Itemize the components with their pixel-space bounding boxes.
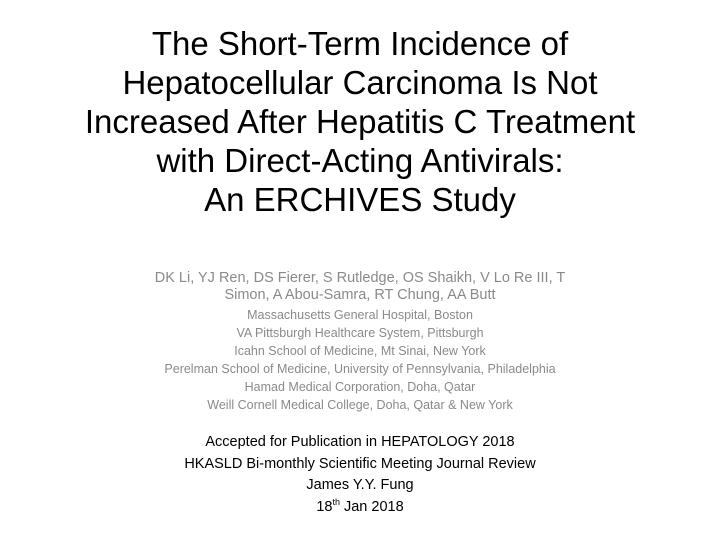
title-line: An ERCHIVES Study [204,181,516,218]
meeting-name: HKASLD Bi-monthly Scientific Meeting Journal Review [184,455,536,472]
author-block [60,270,660,414]
affiliation: Perelman School of Medicine, University of Pennsylvania, Philadelphia [164,362,556,376]
affiliation: Icahn School of Medicine, Mt Sinai, New York [234,344,486,358]
title-line: The Short-Term Incidence of [151,25,569,62]
author-names [60,270,660,304]
presentation-info [60,432,660,518]
affiliation: Hamad Medical Corporation, Doha, Qatar [244,380,476,394]
date-rest: Jan 2018 [339,498,404,515]
affiliation: VA Pittsburgh Healthcare System, Pittsburgh [236,326,484,340]
title-line: with Direct-Acting Antivirals: [156,142,564,179]
title-line: Hepatocellular Carcinoma Is Not [122,64,598,101]
affiliation: Massachusetts General Hospital, Boston [247,308,473,322]
author-names-line: Simon, A Abou-Samra, RT Chung, AA Butt [224,287,496,303]
affiliation: Weill Cornell Medical College, Doha, Qatar & New York [207,398,513,412]
publication-note: Accepted for Publication in HEPATOLOGY 2018 [205,434,515,450]
author-names-line: DK Li, YJ Ren, DS Fierer, S Rutledge, OS Shaikh, V Lo Re III, T [154,270,566,286]
presenter-name: James Y.Y. Fung [306,477,414,493]
slide-title [20,24,700,219]
presentation-date [60,497,660,519]
date-day: 18 [316,498,333,515]
date-suffix: th [332,496,340,507]
title-line: Increased After Hepatitis C Treatment [84,103,636,140]
